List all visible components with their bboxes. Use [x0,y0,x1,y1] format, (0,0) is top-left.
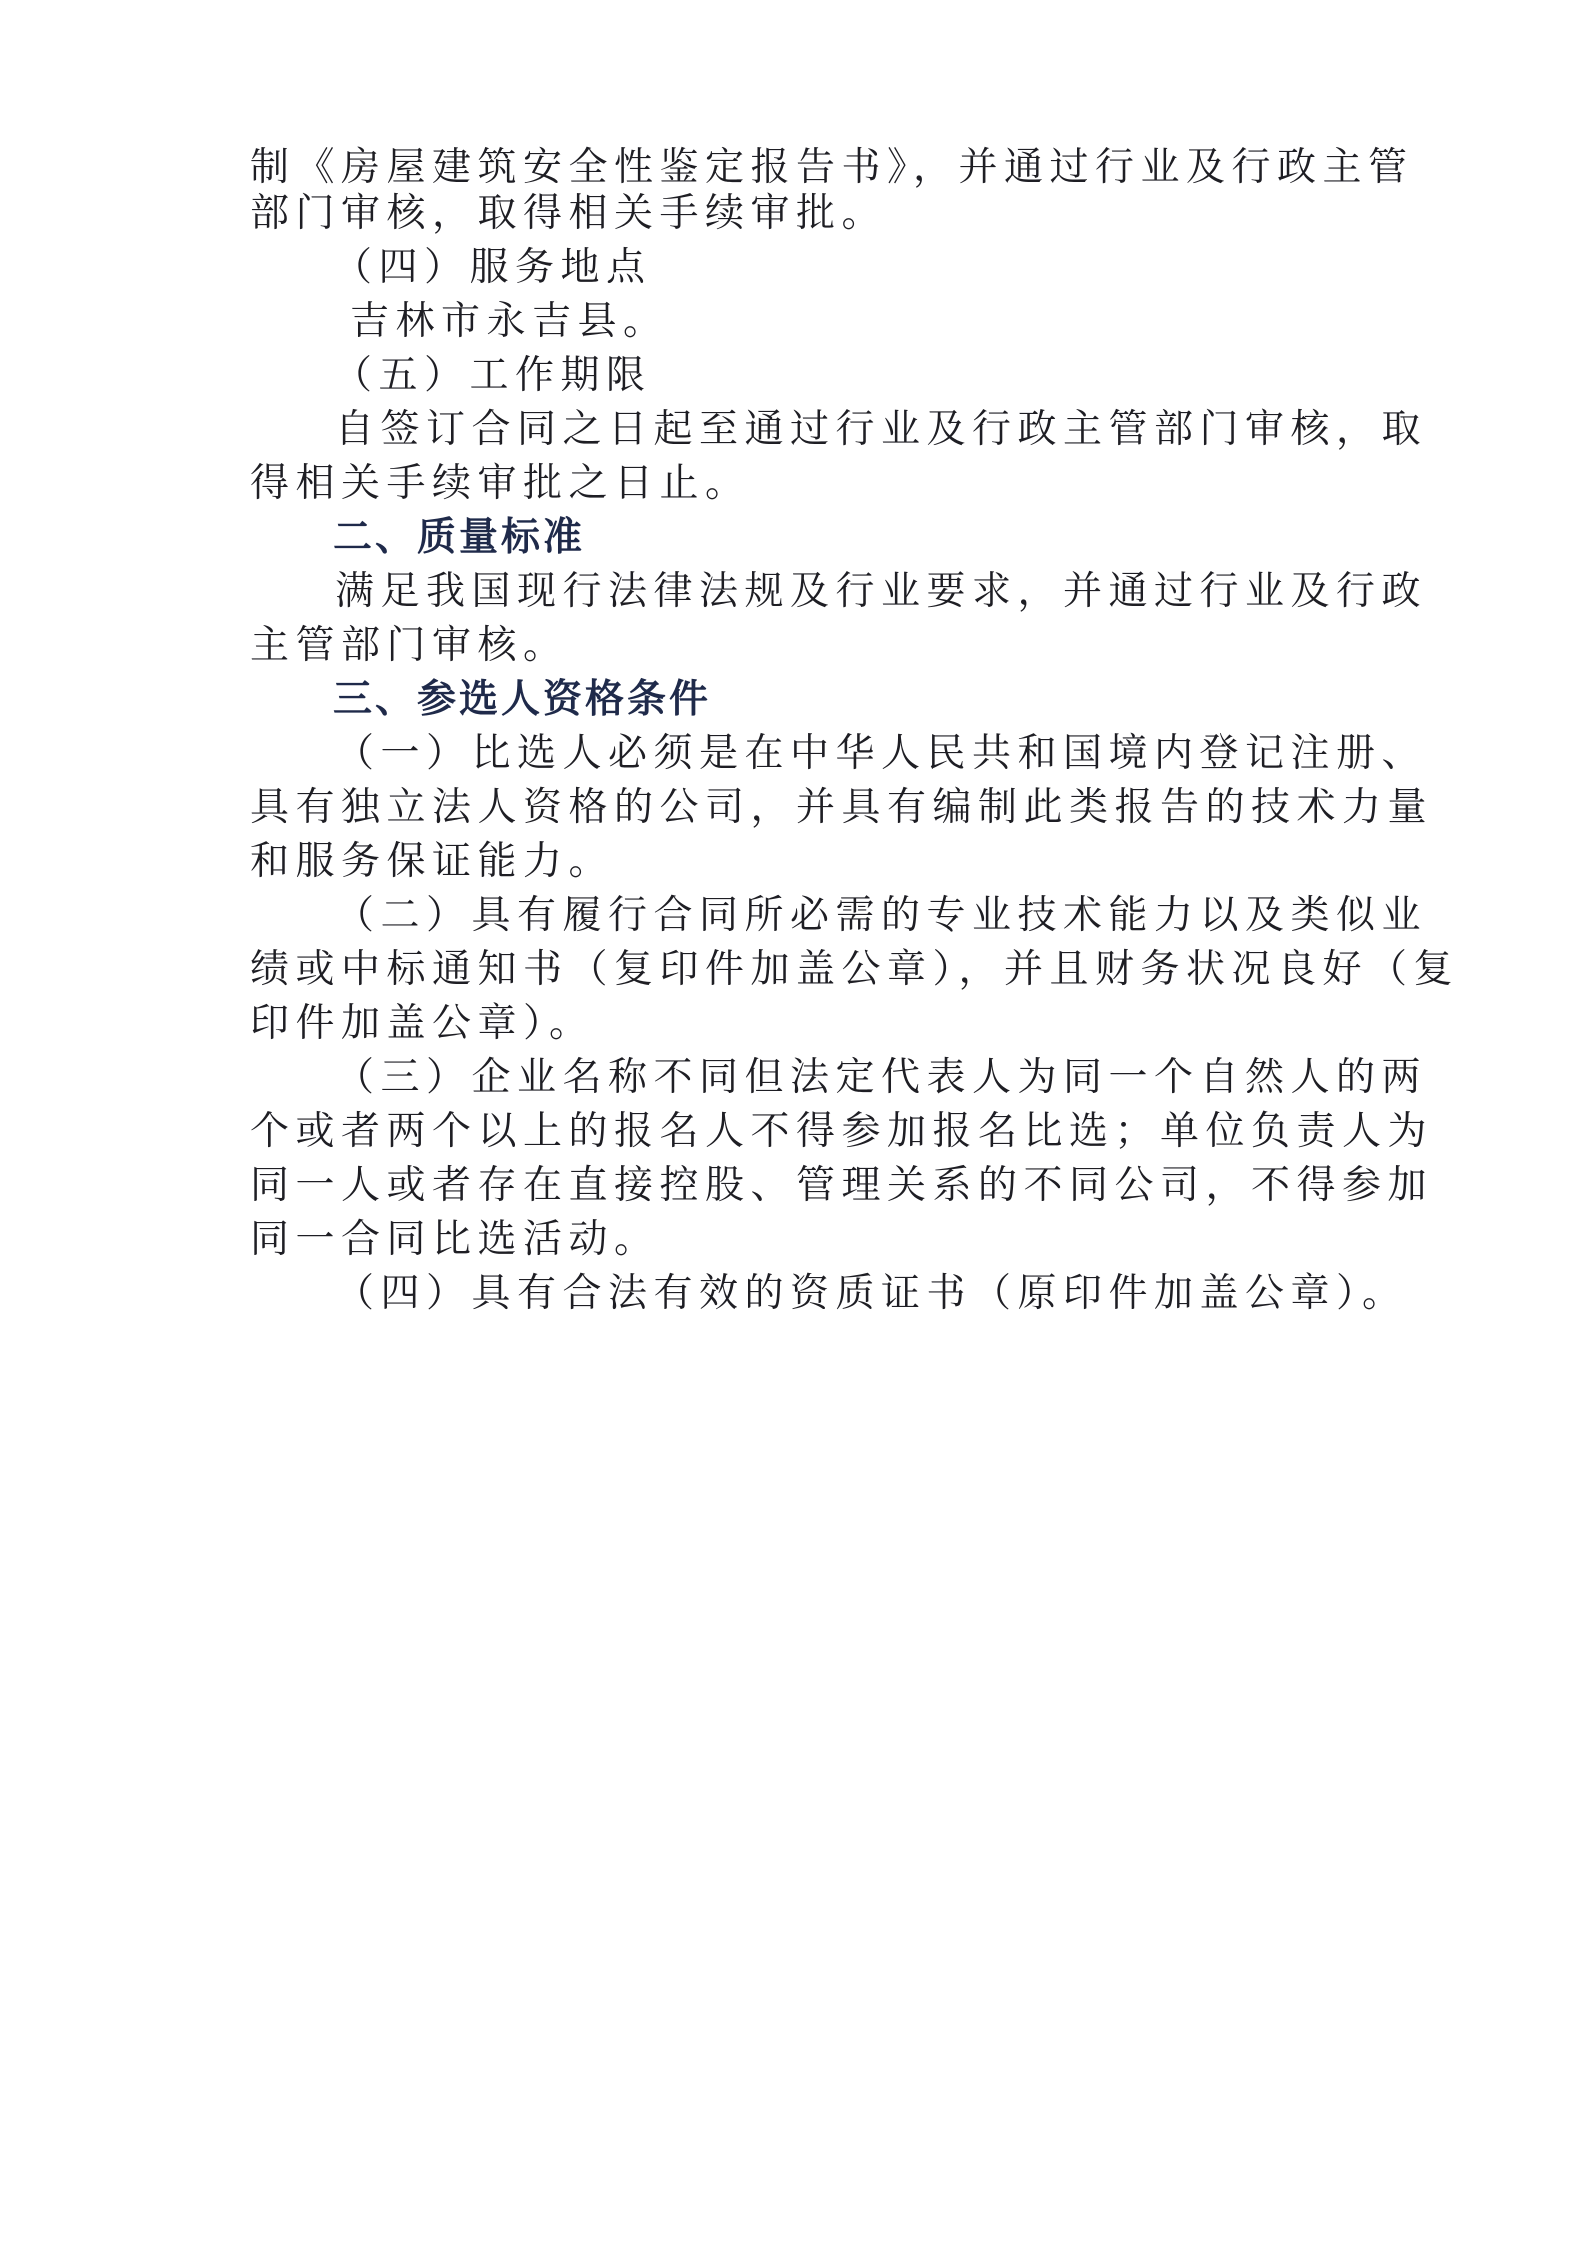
paragraph-line: 满足我国现行法律法规及行业要求，并通过行业及行政 [335,569,1428,614]
paragraph-line: 制《房屋建筑安全性鉴定报告书》，并通过行业及行政主管 [250,145,1414,190]
paragraph-line: （一）比选人必须是在中华人民共和国境内登记注册、 [335,731,1428,776]
paragraph-line: 同一合同比选活动。 [250,1217,660,1262]
paragraph-line: 自签订合同之日起至通过行业及行政主管部门审核，取 [335,407,1428,452]
subheading-work-period: （五）工作期限 [333,353,652,398]
subheading-service-location: （四）服务地点 [333,245,652,290]
paragraph-line: （三）企业名称不同但法定代表人为同一个自然人的两 [335,1055,1428,1100]
paragraph-line: 个或者两个以上的报名人不得参加报名比选；单位负责人为 [250,1109,1434,1154]
paragraph-line: 主管部门审核。 [250,623,569,668]
section-heading-qualifications: 三、参选人资格条件 [333,677,712,722]
section-heading-quality: 二、质量标准 [333,515,586,560]
paragraph-line: 具有独立法人资格的公司，并具有编制此类报告的技术力量 [250,785,1434,830]
paragraph-line: 和服务保证能力。 [250,839,615,884]
paragraph-line: 同一人或者存在直接控股、管理关系的不同公司，不得参加 [250,1163,1434,1208]
paragraph-line: 绩或中标通知书（复印件加盖公章），并且财务状况良好（复 [250,947,1460,992]
paragraph-line: （二）具有履行合同所必需的专业技术能力以及类似业 [335,893,1428,938]
paragraph-line: 印件加盖公章）。 [250,1001,595,1046]
paragraph-line: 吉林市永吉县。 [350,299,669,344]
paragraph-line: （四）具有合法有效的资质证书（原印件加盖公章）。 [335,1271,1408,1316]
paragraph-line: 得相关手续审批之日止。 [250,461,751,506]
paragraph-line: 部门审核，取得相关手续审批。 [250,191,888,236]
